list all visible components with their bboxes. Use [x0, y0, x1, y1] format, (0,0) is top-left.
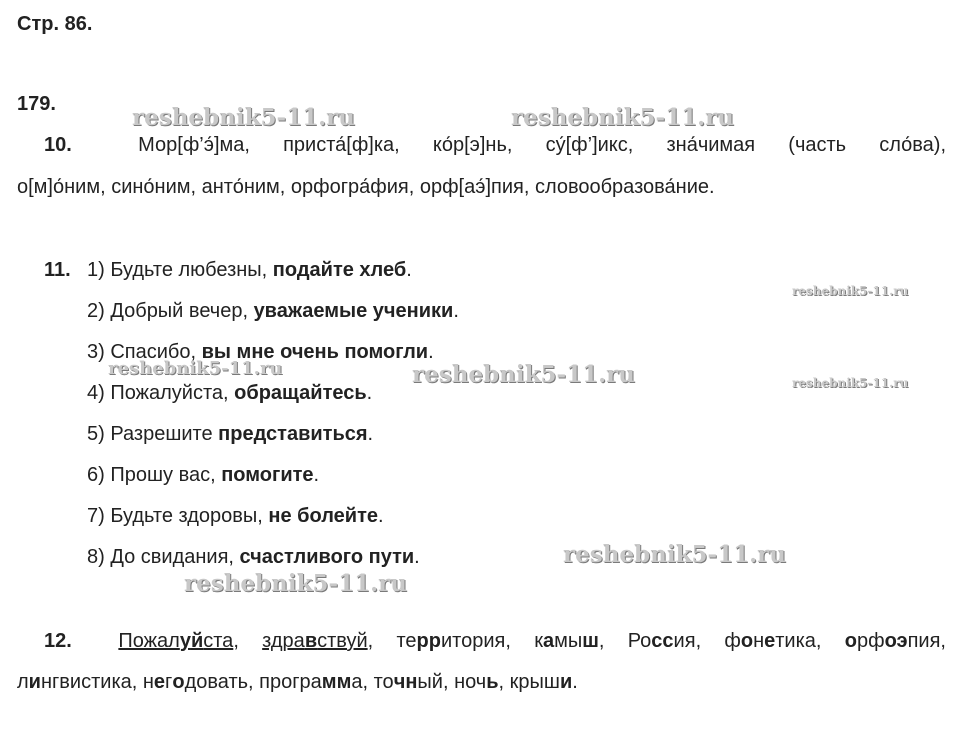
watermark: reshebnik5-11.ru: [511, 104, 734, 131]
watermark: reshebnik5-11.ru: [184, 570, 407, 597]
task11-item: 5) Разрешите представиться.: [87, 423, 374, 445]
task12-word: крыши: [509, 671, 573, 693]
task11-item: 1) Будьте любезны, подайте хлеб.: [87, 259, 412, 281]
task11-number: 11.: [44, 259, 71, 281]
task12-word: ночь: [454, 671, 499, 693]
task12-word: орфоэпия: [844, 630, 941, 652]
task11-item: 7) Будьте здоровы, не болейте.: [87, 505, 384, 527]
task10-line1: [44, 133, 946, 157]
task12-word: точный: [373, 671, 443, 693]
task12-word: здравствуй: [262, 630, 368, 652]
watermark: reshebnik5-11.ru: [792, 284, 909, 298]
task11-item: 3) Спасибо, вы мне очень помогли.: [87, 341, 434, 363]
task11-item: 2) Добрый вечер, уважаемые ученики.: [87, 300, 459, 322]
task12-line2: лингвистика, негодовать, программа, точный, ночь, крыши.: [17, 671, 578, 693]
task12-word: камыш: [534, 630, 599, 652]
task12-word: негодовать: [142, 671, 249, 693]
page-label: Стр. 86.: [17, 13, 93, 35]
task12-word: Россия: [627, 630, 696, 652]
exercise-number: 179.: [17, 93, 56, 115]
task12-number: 12.: [44, 630, 72, 652]
watermark: reshebnik5-11.ru: [132, 104, 355, 131]
watermark: reshebnik5-11.ru: [563, 541, 786, 568]
watermark: reshebnik5-11.ru: [792, 376, 909, 390]
task11-item: 8) До свидания, счастливого пути.: [87, 546, 420, 568]
task12-word: Пожалуйста: [118, 630, 234, 652]
task12-word: фонетика: [724, 630, 816, 652]
task10-number: 10.: [44, 134, 72, 156]
task12-word: территория: [396, 630, 506, 652]
task11-item: 6) Прошу вас, помогите.: [87, 464, 320, 486]
task11-item: 4) Пожалуйста, обращайтесь.: [87, 382, 373, 404]
task12-line1: 12. Пожалуйста, здравствуй, территория, камыш, Россия, фонетика, орфоэпия,: [44, 630, 946, 652]
task10-text: Мор[ф’э́]ма, приста́[ф]ка, ко́р[э]нь, су́[ф’]икс, зна́чимая (часть сло́ва),: [138, 134, 946, 156]
task12-word: программа: [259, 671, 363, 693]
task10-line2: о[м]о́ним, сино́ним, анто́ним, орфогра́фия, орф[аэ́]пия, словообразова́ние.: [17, 176, 715, 198]
watermark: reshebnik5-11.ru: [108, 358, 283, 379]
task12-word: лингвистика: [17, 671, 132, 693]
watermark: reshebnik5-11.ru: [412, 361, 635, 388]
